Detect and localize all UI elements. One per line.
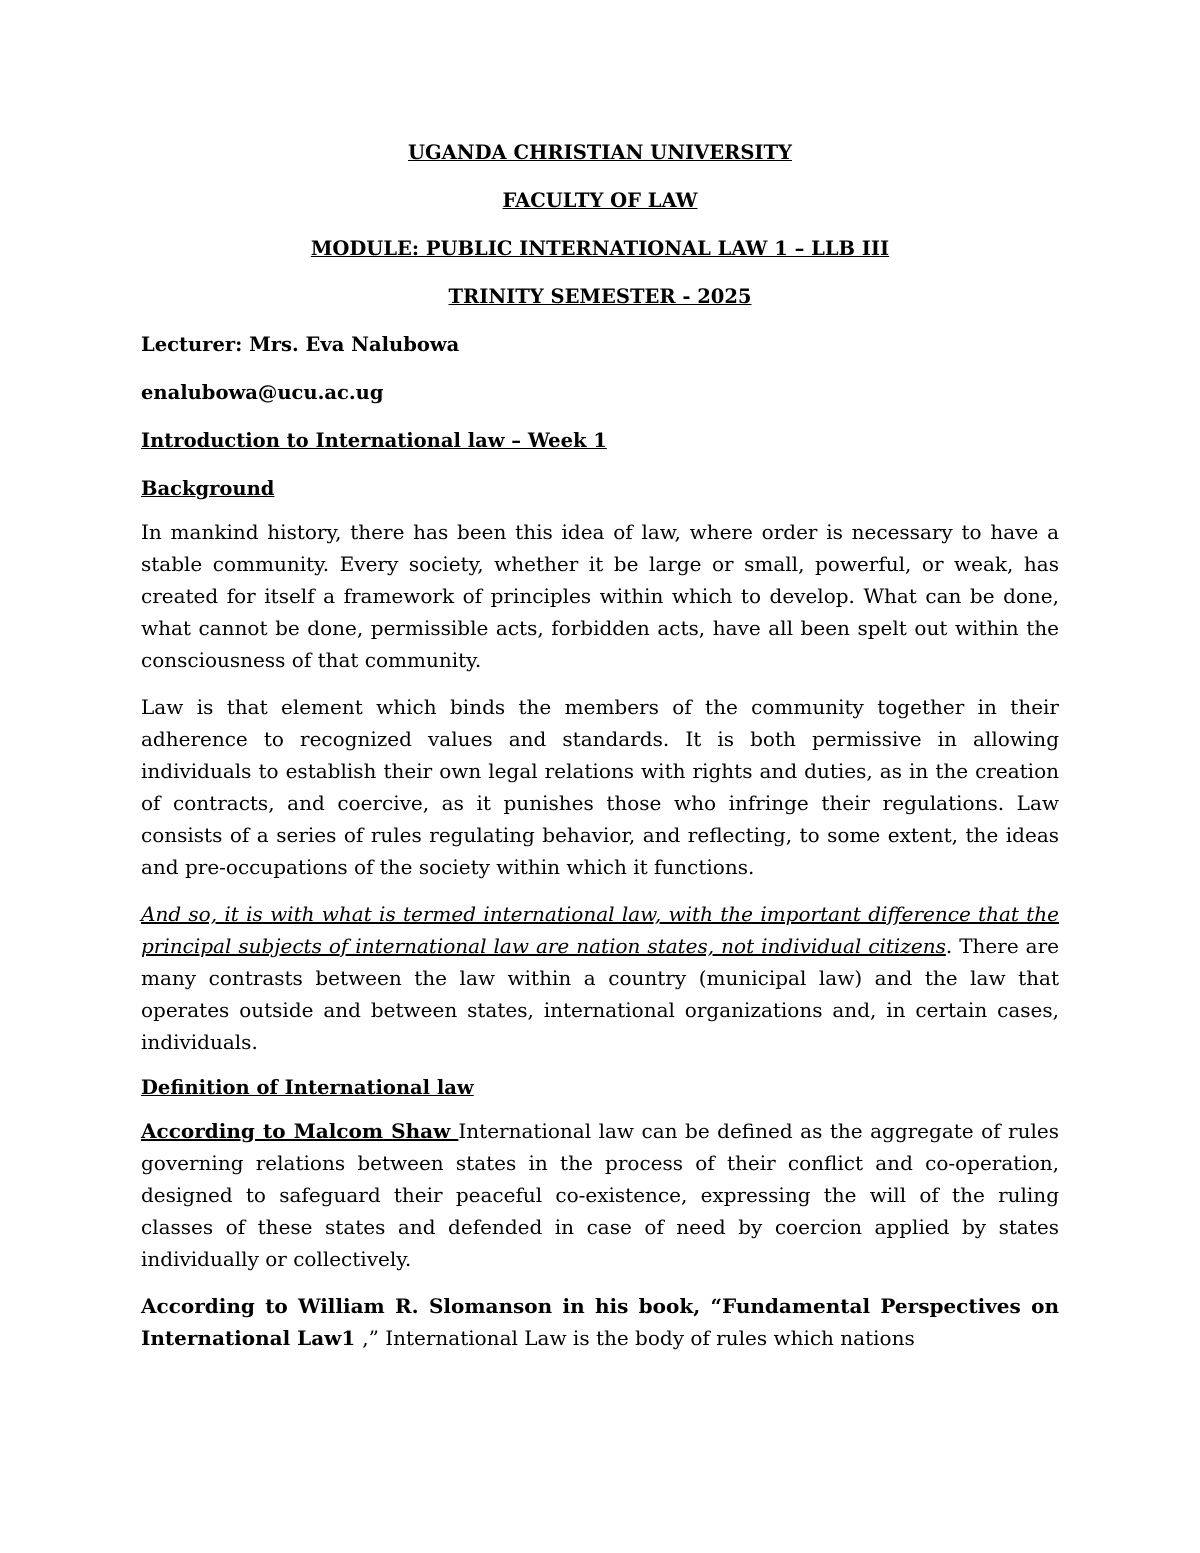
background-paragraph-1: In mankind history, there has been this idea of law, where order is necessary to have a stable community. Every society, whether it be large or small, powerful, or weak, has created for itself a framework of principles within which to develop. What can be done, what cannot be done, permissible acts, forbidden acts, have all been spelt out within the consciousness of that community. <box>141 520 1059 672</box>
definition-heading: Definition of International law <box>141 1076 474 1099</box>
module-title: MODULE: PUBLIC INTERNATIONAL LAW 1 – LLB III <box>310 237 890 260</box>
lecturer-name: Lecturer: Mrs. Eva Nalubowa <box>141 333 460 356</box>
background-paragraph-3 <box>141 898 1059 1058</box>
background-paragraph-2: Law is that element which binds the members of the community together in their adherence to recognized values and standards. It is both permissive in allowing individuals to establish their own legal relations with rights and duties, as in the creation of contracts, and coercive, as it punishes those who infringe their regulations. Law consists of a series of rules regulating behavior, and reflecting, to some extent, the ideas and pre-occupations of the society within which it functions. <box>141 695 1059 879</box>
semester-title: TRINITY SEMESTER - 2025 <box>448 285 752 308</box>
shaw-text: International law can be defined as the aggregate of rules governing relations between states in the process of their conflict and co-operation, designed to safeguard their peaceful co-existence, expressing the will of the ruling classes of these states and defended in case of need by coercion applied by states individually or collectively. <box>141 1119 1059 1271</box>
university-title: UGANDA CHRISTIAN UNIVERSITY <box>408 141 792 164</box>
shaw-label: According to Malcom Shaw <box>141 1119 459 1143</box>
slomanson-text: ,” International Law is the body of rules which nations <box>362 1326 915 1350</box>
lecturer-email: enalubowa@ucu.ac.ug <box>141 381 384 404</box>
slomanson-definition <box>141 1290 1059 1354</box>
paragraph-3-rest: . There are many contrasts between the law within a country (municipal law) and the law that operates outside and between states, international organizations and, in certain cases, individuals. <box>141 934 1059 1054</box>
emphasis-text: And so, it is with what is termed international law, with the important difference that the principal subjects of international law are nation states, not individual citizens <box>141 902 1059 958</box>
background-heading: Background <box>141 477 275 500</box>
slomanson-label: According to William R. Slomanson in his book, “Fundamental Perspectives on International Law1 <box>141 1294 1059 1350</box>
shaw-definition <box>141 1115 1059 1275</box>
intro-heading: Introduction to International law – Week 1 <box>141 429 607 452</box>
document-page <box>141 138 1059 1369</box>
faculty-title: FACULTY OF LAW <box>502 189 698 212</box>
